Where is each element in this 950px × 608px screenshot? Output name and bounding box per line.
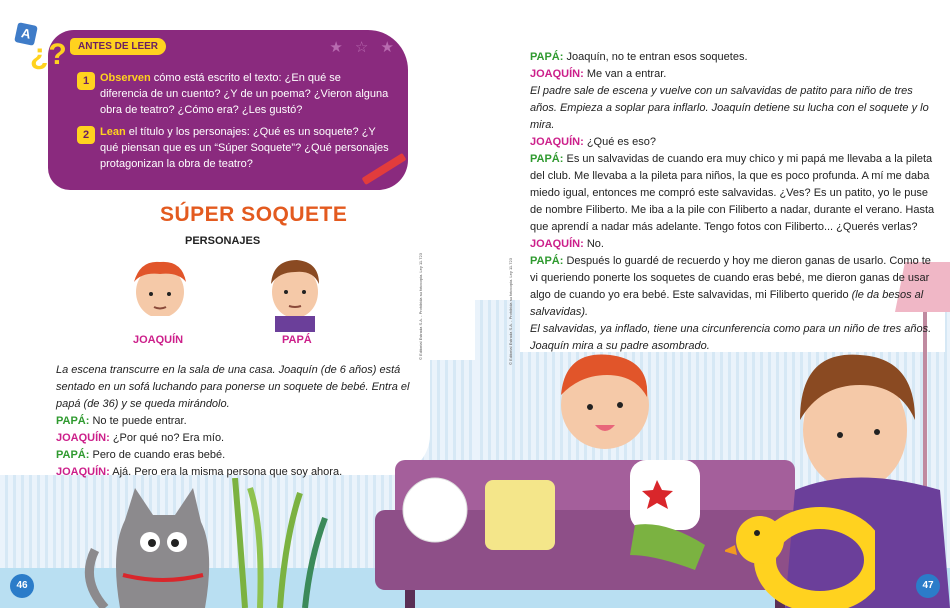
copyright-notice: © Editorial Estrada S.A. - Prohibida su fotocopia. Ley 11.723 [508, 258, 513, 365]
dialogue-line [530, 236, 940, 253]
speaker-papa: PAPÁ: [530, 255, 564, 267]
stage-direction: El padre sale de escena y vuelve con un salvavidas de patito para niño de tres años. Empieza a soplar para inflarlo. Joaquín detiene su lucha con el soquete y lo mira. [530, 85, 929, 131]
speaker-joaquin: JOAQUÍN: [530, 68, 584, 80]
question-1 [100, 70, 390, 118]
copyright-notice: © Editorial Estrada S.A. - Prohibida su fotocopia. Ley 11.723 [418, 253, 423, 360]
stars-decoration: ★ ☆ ★ [329, 39, 398, 56]
boy-illustration [535, 345, 735, 575]
dialogue-line [530, 253, 940, 321]
dialogue-text: Pero de cuando eras bebé. [89, 449, 226, 461]
character-papa-label: PAPÁ [282, 334, 312, 346]
page-number-right: 47 [916, 574, 940, 598]
question-marks-icon: ¿? [30, 38, 67, 71]
plant-illustration [225, 478, 335, 608]
speaker-papa: PAPÁ: [530, 51, 564, 63]
stage-direction: El salvavidas, ya inflado, tiene una circunferencia como para un niño de tres años. Joaquín mira a su padre asombrado. [530, 323, 932, 352]
dialogue-text: Es un salvavidas de cuando era muy chico y mi papá me llevaba a la pileta del club. Me llevaba a la pileta para niños, la que es poco profunda. A mí me daba miedo igual, entonces me compró este salvavidas. ¿Ves? Es un patito, yo le puse de nombre Filiberto. Me iba a la pile con Filiberto a nadar, durante el verano. Hasta que aprendí a nadar más adelante. Tengo fotos con Filiberto... ¿Querés verlas? [530, 153, 935, 233]
dialogue-text: Me van a entrar. [583, 68, 667, 80]
right-page [475, 0, 950, 608]
question-2 [100, 124, 390, 172]
dialogue-line [530, 66, 940, 83]
question-number: 1 [77, 72, 95, 90]
speaker-joaquin: JOAQUÍN: [530, 136, 584, 148]
dialogue-line [56, 413, 416, 430]
speaker-papa: PAPÁ: [56, 415, 90, 427]
question-text: el título y los personajes: ¿Qué es un soquete? ¿Y qué piensan que es un “Súper Soquete”? ¿Qué personajes protagonizan la obra de teatro? [100, 126, 389, 170]
dialogue-text: ¿Qué es eso? [583, 136, 656, 148]
dialogue-text: ¿Por qué no? Era mío. [109, 432, 225, 444]
left-scene-text [56, 362, 416, 481]
dialogue-line [530, 134, 940, 151]
duck-float-illustration [725, 485, 875, 608]
dialogue-line [56, 464, 416, 481]
dialogue-text: No te puede entrar. [89, 415, 187, 427]
page-number-left: 46 [10, 574, 34, 598]
cat-illustration [75, 480, 245, 608]
question-number: 2 [77, 126, 95, 144]
speaker-papa: PAPÁ: [530, 153, 564, 165]
question-text: cómo está escrito el texto: ¿En qué se diferencia de un cuento? ¿Y de un poema? ¿Vieron alguna obra de teatro? ¿Cómo era? ¿Les gustó? [100, 72, 389, 116]
stage-aside: (le da besos al salvavidas). [530, 289, 924, 318]
cube-icon: A [14, 22, 38, 46]
joaquin-portrait [120, 252, 200, 332]
dialogue-text: Ajá. Pero era la misma persona que soy ahora. [109, 466, 343, 478]
right-scene-text [530, 49, 940, 355]
speaker-papa: PAPÁ: [56, 449, 90, 461]
character-joaquin-label: JOAQUÍN [133, 334, 184, 346]
dialogue-line [530, 151, 940, 236]
question-keyword: Lean [100, 126, 126, 138]
speaker-joaquin: JOAQUÍN: [56, 466, 110, 478]
dialogue-line [530, 49, 940, 66]
dialogue-line [56, 447, 416, 464]
play-title: SÚPER SOQUETE [160, 203, 348, 226]
papa-portrait [255, 252, 335, 332]
characters-heading: PERSONAJES [185, 235, 261, 247]
dialogue-text: No. [583, 238, 604, 250]
dialogue-text: Después lo guardé de recuerdo y hoy me dieron ganas de usarlo. Como te vi queriendo ponerte los soquetes de cuando eras bebé, me dieron ganas de usar algo de cuando yo era bebé. Este salvavidas, mi Filiberto querido [530, 255, 931, 301]
stage-direction: La escena transcurre en la sala de una casa. Joaquín (de 6 años) está sentado en un sofá luchando para ponerse un soquete de bebé. Entra el papá (de 36) y se queda mirándolo. [56, 364, 410, 410]
question-keyword: Observen [100, 72, 151, 84]
antes-de-leer-title: ANTES DE LEER [70, 38, 166, 55]
speaker-joaquin: JOAQUÍN: [530, 238, 584, 250]
speaker-joaquin: JOAQUÍN: [56, 432, 110, 444]
dialogue-text: Joaquín, no te entran esos soquetes. [563, 51, 748, 63]
dialogue-line [56, 430, 416, 447]
